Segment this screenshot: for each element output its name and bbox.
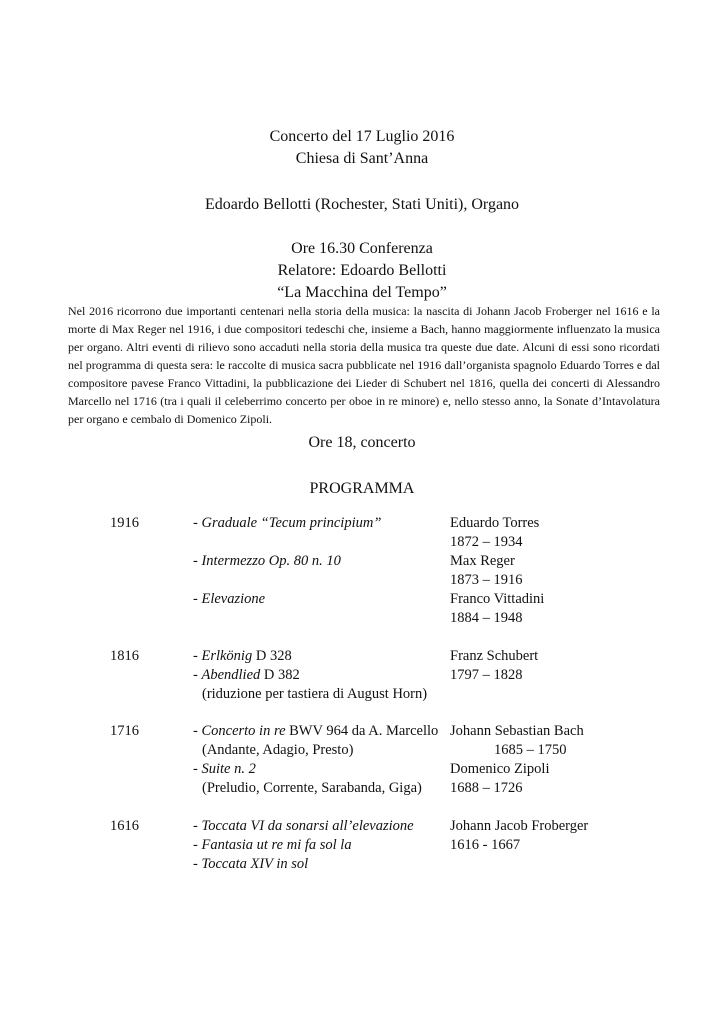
speaker: Relatore: Edoardo Bellotti bbox=[277, 262, 447, 279]
piece-suite-n2: - Suite n. 2 bbox=[193, 761, 256, 777]
composer-vittadini-dates: 1884 – 1948 bbox=[450, 610, 523, 626]
composer-zipoli-dates: 1688 – 1726 bbox=[450, 780, 523, 796]
year-1616: 1616 bbox=[110, 818, 139, 834]
piece-fantasia: - Fantasia ut re mi fa sol la bbox=[193, 837, 352, 853]
piece-concerto-movements: (Andante, Adagio, Presto) bbox=[202, 742, 354, 758]
year-1916: 1916 bbox=[110, 515, 139, 531]
composer-vittadini: Franco Vittadini bbox=[450, 591, 545, 607]
programma-title: PROGRAMMA bbox=[309, 480, 415, 497]
composer-torres: Eduardo Torres bbox=[450, 515, 540, 531]
composer-bach-dates: 1685 – 1750 bbox=[494, 742, 567, 758]
year-1816: 1816 bbox=[110, 648, 139, 664]
piece-abendlied-note: (riduzione per tastiera di August Horn) bbox=[202, 686, 428, 702]
composer-zipoli: Domenico Zipoli bbox=[450, 761, 550, 777]
composer-froberger: Johann Jacob Froberger bbox=[450, 818, 589, 834]
piece-toccata-xiv: - Toccata XIV in sol bbox=[193, 856, 309, 872]
conference-time: Ore 16.30 Conferenza bbox=[291, 240, 433, 257]
piece-abendlied: - Abendlied D 382 bbox=[193, 667, 300, 683]
piece-toccata-vi: - Toccata VI da sonarsi all’elevazione bbox=[193, 818, 414, 834]
talk-title: “La Macchina del Tempo” bbox=[277, 284, 447, 301]
composer-reger: Max Reger bbox=[450, 553, 515, 569]
intro-paragraph: Nel 2016 ricorrono due importanti centenari nella storia della musica: la nascita di Johann Jacob Froberger nel 1616 e la morte di Max Reger nel 1916, i due compositori tedeschi che, insieme a Bach, hanno maggiormente influenzato la musica per organo. Altri eventi di rilievo sono accaduti nella storia della musica tra queste due date. Alcuni di essi sono ricordati nel programma di questa sera: le raccolte di musica sacra pubblicate nel 1916 dall’organista spagnolo Eduardo Torres e dal compositore pavese Franco Vittadini, la pubblicazione dei Lieder di Schubert nel 1816, quella dei concerti di Alessandro Marcello nel 1716 (tra i quali il celeberrimo concerto per oboe in re minore) e, nello stesso anno, la Sonate d’Intavolatura per organo e cembalo di Domenico Zipoli. bbox=[68, 304, 660, 426]
composer-bach: Johann Sebastian Bach bbox=[450, 723, 584, 739]
composer-reger-dates: 1873 – 1916 bbox=[450, 572, 523, 588]
performer: Edoardo Bellotti (Rochester, Stati Uniti), Organo bbox=[204, 196, 520, 213]
year-1716: 1716 bbox=[110, 723, 139, 739]
piece-concerto-in-re: - Concerto in re BWV 964 da A. Marcello bbox=[193, 723, 439, 739]
piece-graduale: - Graduale “Tecum principium” bbox=[193, 515, 382, 531]
composer-schubert-dates: 1797 – 1828 bbox=[450, 667, 523, 683]
composer-froberger-dates: 1616 - 1667 bbox=[450, 837, 521, 853]
piece-elevazione: - Elevazione bbox=[193, 591, 266, 607]
composer-torres-dates: 1872 – 1934 bbox=[450, 534, 523, 550]
piece-erlkonig: - Erlkönig D 328 bbox=[193, 648, 292, 664]
venue: Chiesa di Sant’Anna bbox=[295, 150, 429, 167]
piece-suite-movements: (Preludio, Corrente, Sarabanda, Giga) bbox=[202, 780, 422, 796]
piece-intermezzo: - Intermezzo Op. 80 n. 10 bbox=[193, 553, 341, 569]
composer-schubert: Franz Schubert bbox=[450, 648, 539, 664]
concert-date: Concerto del 17 Luglio 2016 bbox=[269, 128, 455, 145]
concert-time: Ore 18, concerto bbox=[308, 434, 416, 451]
